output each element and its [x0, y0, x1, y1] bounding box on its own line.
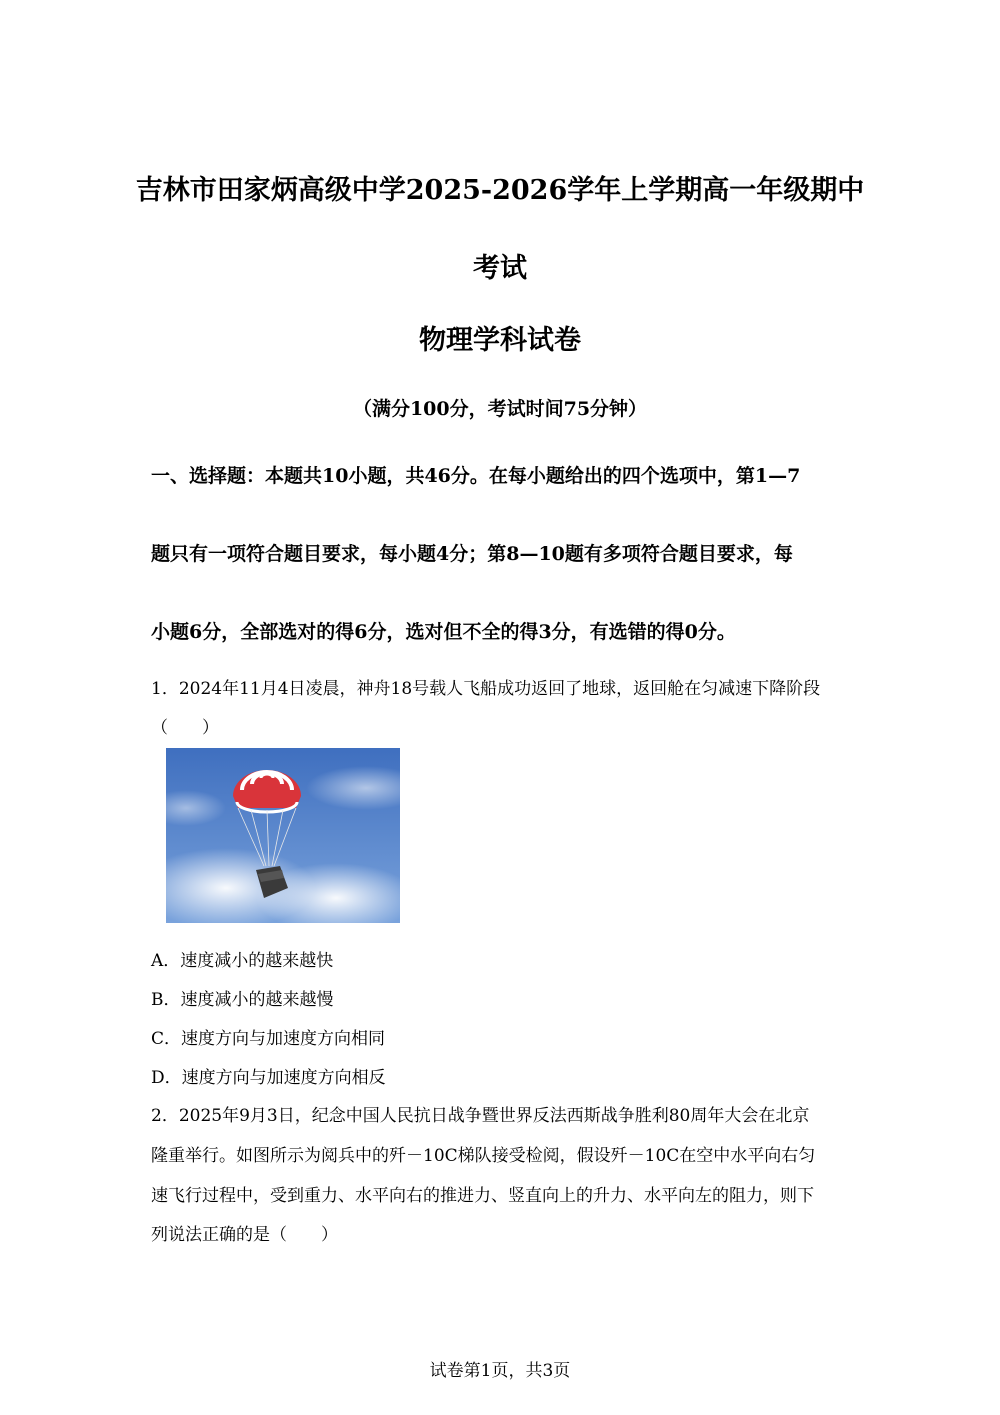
section-instruction-line1: 一、选择题：本题共10小题，共46分。在每小题给出的四个选项中，第1—7 — [151, 465, 801, 487]
q1-stem-line1: 1．2024年11月4日凌晨，神舟18号载人飞船成功返回了地球，返回舱在匀减速下降阶段 — [151, 679, 821, 699]
exam-title-line2: 考试 — [473, 253, 527, 284]
capsule-parachute-image — [166, 748, 400, 923]
q2-stem-line4: 列说法正确的是（ ） — [151, 1225, 338, 1245]
q2-stem-line2: 隆重举行。如图所示为阅兵中的歼－10C梯队接受检阅，假设歼－10C在空中水平向右匀 — [151, 1146, 816, 1166]
score-note: （满分100分，考试时间75分钟） — [352, 398, 648, 420]
exam-title-line1: 吉林市田家炳高级中学2025-2026学年上学期高一年级期中 — [135, 175, 865, 206]
q1-option-a: A．速度减小的越来越快 — [151, 951, 334, 971]
page-footer: 试卷第1页，共3页 — [429, 1361, 571, 1381]
q1-option-c: C．速度方向与加速度方向相同 — [151, 1029, 386, 1049]
q1-option-b: B．速度减小的越来越慢 — [151, 990, 334, 1010]
section-instruction-line2: 题只有一项符合题目要求，每小题4分；第8—10题有多项符合题目要求，每 — [151, 543, 793, 565]
subject-title: 物理学科试卷 — [419, 325, 581, 356]
section-instruction-line3: 小题6分，全部选对的得6分，选对但不全的得3分，有选错的得0分。 — [151, 621, 736, 643]
q2-stem-line1: 2．2025年9月3日，纪念中国人民抗日战争暨世界反法西斯战争胜利80周年大会在北京 — [151, 1106, 810, 1126]
q1-stem-line2: （ ） — [151, 718, 219, 738]
q1-option-d: D．速度方向与加速度方向相反 — [151, 1068, 386, 1088]
q2-stem-line3: 速飞行过程中，受到重力、水平向右的推进力、竖直向上的升力、水平向左的阻力，则下 — [151, 1186, 814, 1206]
